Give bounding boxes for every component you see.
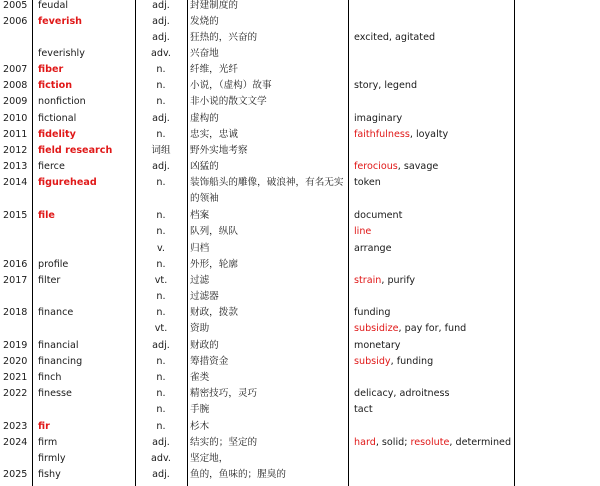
column-divider (32, 0, 33, 486)
chinese-definition: 筹措资金 (190, 356, 229, 367)
part-of-speech: adj. (152, 437, 170, 448)
headword: finance (38, 307, 74, 318)
part-of-speech: n. (156, 129, 166, 140)
chinese-definition: 小说，（虚构）故事 (190, 80, 272, 91)
headword: profile (38, 259, 69, 270)
entry-number: 2018 (3, 307, 28, 318)
chinese-definition: 过滤 (190, 275, 210, 286)
chinese-definition: 发烧的 (190, 16, 219, 27)
headword: fictional (38, 113, 77, 124)
entry-number: 2019 (3, 340, 28, 351)
column-divider (187, 0, 188, 486)
entry-number: 2011 (3, 129, 28, 140)
entry-number: 2012 (3, 145, 28, 156)
synonym-text: monetary (354, 340, 401, 351)
entry-number: 2023 (3, 421, 28, 432)
headword: fidelity (38, 129, 76, 140)
part-of-speech: n. (156, 210, 166, 221)
synonym-text: story, legend (354, 80, 418, 91)
english-synonyms (354, 30, 435, 45)
english-synonyms (354, 402, 373, 417)
headword: fiber (38, 64, 64, 75)
highlighted-synonym: line (354, 226, 372, 237)
chinese-definition: 外形，轮廓 (190, 259, 238, 270)
entry-number: 2008 (3, 80, 28, 91)
synonym-text: , funding (390, 356, 434, 367)
headword: financing (38, 356, 83, 367)
chinese-definition: 凶猛的 (190, 161, 219, 172)
part-of-speech: adj. (152, 469, 170, 480)
part-of-speech: n. (156, 259, 166, 270)
headword: file (38, 210, 55, 221)
highlighted-synonym: ferocious (354, 161, 398, 172)
chinese-definition: 精密技巧，灵巧 (190, 388, 258, 399)
english-synonyms (354, 386, 450, 401)
highlighted-synonym: hard (354, 437, 376, 448)
chinese-definition: 财政，拨款 (190, 307, 238, 318)
entry-number: 2013 (3, 161, 28, 172)
entry-number: 2024 (3, 437, 28, 448)
synonym-text: , loyalty (409, 129, 449, 140)
headword: fir (38, 421, 50, 432)
synonym-text: excited, agitated (354, 32, 436, 43)
headword: fishy (38, 469, 61, 480)
headword: feverishly (38, 48, 85, 59)
headword: firm (38, 437, 58, 448)
english-synonyms (354, 208, 402, 223)
english-synonyms (354, 321, 466, 336)
part-of-speech: 词组 (151, 145, 171, 156)
chinese-definition: 虚构的 (190, 113, 219, 124)
chinese-definition: 野外实地考察 (190, 145, 248, 156)
chinese-definition-continued: 的领袖 (190, 193, 219, 204)
part-of-speech: n. (156, 96, 166, 107)
chinese-definition: 非小说的散文文学 (190, 96, 267, 107)
entry-number: 2016 (3, 259, 28, 270)
entry-number: 2020 (3, 356, 28, 367)
english-synonyms (354, 354, 433, 369)
headword: finch (38, 372, 62, 383)
synonym-text: , pay for, fund (398, 323, 467, 334)
headword: financial (38, 340, 79, 351)
part-of-speech: vt. (154, 275, 168, 286)
chinese-definition: 兴奋地 (190, 48, 219, 59)
chinese-definition: 狂热的，兴奋的 (190, 32, 258, 43)
headword: fierce (38, 161, 65, 172)
part-of-speech: adv. (151, 453, 171, 464)
headword: finesse (38, 388, 72, 399)
part-of-speech: n. (156, 307, 166, 318)
entry-number: 2017 (3, 275, 28, 286)
headword: firmly (38, 453, 66, 464)
part-of-speech: n. (156, 226, 166, 237)
english-synonyms (354, 435, 511, 450)
english-synonyms (354, 78, 417, 93)
headword: feverish (38, 16, 83, 27)
entry-number: 2006 (3, 16, 28, 27)
synonym-text: , purify (381, 275, 416, 286)
headword: feudal (38, 0, 68, 11)
headword: nonfiction (38, 96, 86, 107)
chinese-definition: 过滤器 (190, 291, 219, 302)
chinese-definition: 纤维，光纤 (190, 64, 238, 75)
chinese-definition: 封建制度的 (190, 0, 238, 11)
english-synonyms (354, 175, 381, 190)
entry-number: 2005 (3, 0, 28, 11)
part-of-speech: n. (156, 388, 166, 399)
chinese-definition: 装饰船头的雕像，破浪神，有名无实 (190, 177, 344, 188)
column-divider (514, 0, 515, 486)
part-of-speech: adj. (152, 340, 170, 351)
synonym-text: funding (354, 307, 391, 318)
english-synonyms (354, 338, 400, 353)
synonym-text: tact (354, 404, 373, 415)
synonym-text: token (354, 177, 381, 188)
chinese-definition: 鱼的，鱼味的；腥臭的 (190, 469, 286, 480)
english-synonyms (354, 273, 415, 288)
chinese-definition: 雀类 (190, 372, 210, 383)
part-of-speech: adv. (151, 48, 171, 59)
entry-number: 2014 (3, 177, 28, 188)
synonym-text: , solid; (375, 437, 411, 448)
entry-number: 2010 (3, 113, 28, 124)
synonym-text: imaginary (354, 113, 403, 124)
part-of-speech: adj. (152, 113, 170, 124)
english-synonyms (354, 111, 402, 126)
chinese-definition: 忠实，忠诚 (190, 129, 238, 140)
part-of-speech: adj. (152, 0, 170, 11)
headword: field research (38, 145, 113, 156)
part-of-speech: n. (156, 177, 166, 188)
highlighted-synonym: resolute (410, 437, 450, 448)
chinese-definition: 资助 (190, 323, 210, 334)
part-of-speech: adj. (152, 161, 170, 172)
english-synonyms (354, 241, 392, 256)
english-synonyms (354, 305, 390, 320)
entry-number: 2015 (3, 210, 28, 221)
highlighted-synonym: strain (354, 275, 382, 286)
part-of-speech: v. (157, 243, 165, 254)
column-divider (348, 0, 349, 486)
chinese-definition: 坚定地， (190, 453, 229, 464)
synonym-text: , savage (397, 161, 439, 172)
chinese-definition: 手腕 (190, 404, 210, 415)
part-of-speech: adj. (152, 32, 170, 43)
part-of-speech: n. (156, 372, 166, 383)
synonym-text: delicacy, adroitness (354, 388, 450, 399)
entry-number: 2022 (3, 388, 28, 399)
part-of-speech: n. (156, 421, 166, 432)
chinese-definition: 杉木 (190, 421, 210, 432)
chinese-definition: 归档 (190, 243, 210, 254)
entry-number: 2021 (3, 372, 28, 383)
part-of-speech: adj. (152, 16, 170, 27)
part-of-speech: n. (156, 64, 166, 75)
highlighted-synonym: subsidy (354, 356, 391, 367)
headword: filter (38, 275, 61, 286)
part-of-speech: n. (156, 404, 166, 415)
synonym-text: , determined (449, 437, 512, 448)
highlighted-synonym: subsidize (354, 323, 399, 334)
entry-number: 2007 (3, 64, 28, 75)
chinese-definition: 结实的；坚定的 (190, 437, 258, 448)
synonym-text: arrange (354, 243, 392, 254)
part-of-speech: n. (156, 80, 166, 91)
english-synonyms (354, 127, 448, 142)
english-synonyms (354, 224, 371, 239)
synonym-text: document (354, 210, 403, 221)
english-synonyms (354, 159, 438, 174)
highlighted-synonym: faithfulness (354, 129, 410, 140)
part-of-speech: vt. (154, 323, 168, 334)
chinese-definition: 队列，纵队 (190, 226, 238, 237)
chinese-definition: 财政的 (190, 340, 219, 351)
part-of-speech: n. (156, 356, 166, 367)
headword: figurehead (38, 177, 97, 188)
part-of-speech: n. (156, 291, 166, 302)
headword: fiction (38, 80, 73, 91)
entry-number: 2009 (3, 96, 28, 107)
chinese-definition: 档案 (190, 210, 210, 221)
entry-number: 2025 (3, 469, 28, 480)
